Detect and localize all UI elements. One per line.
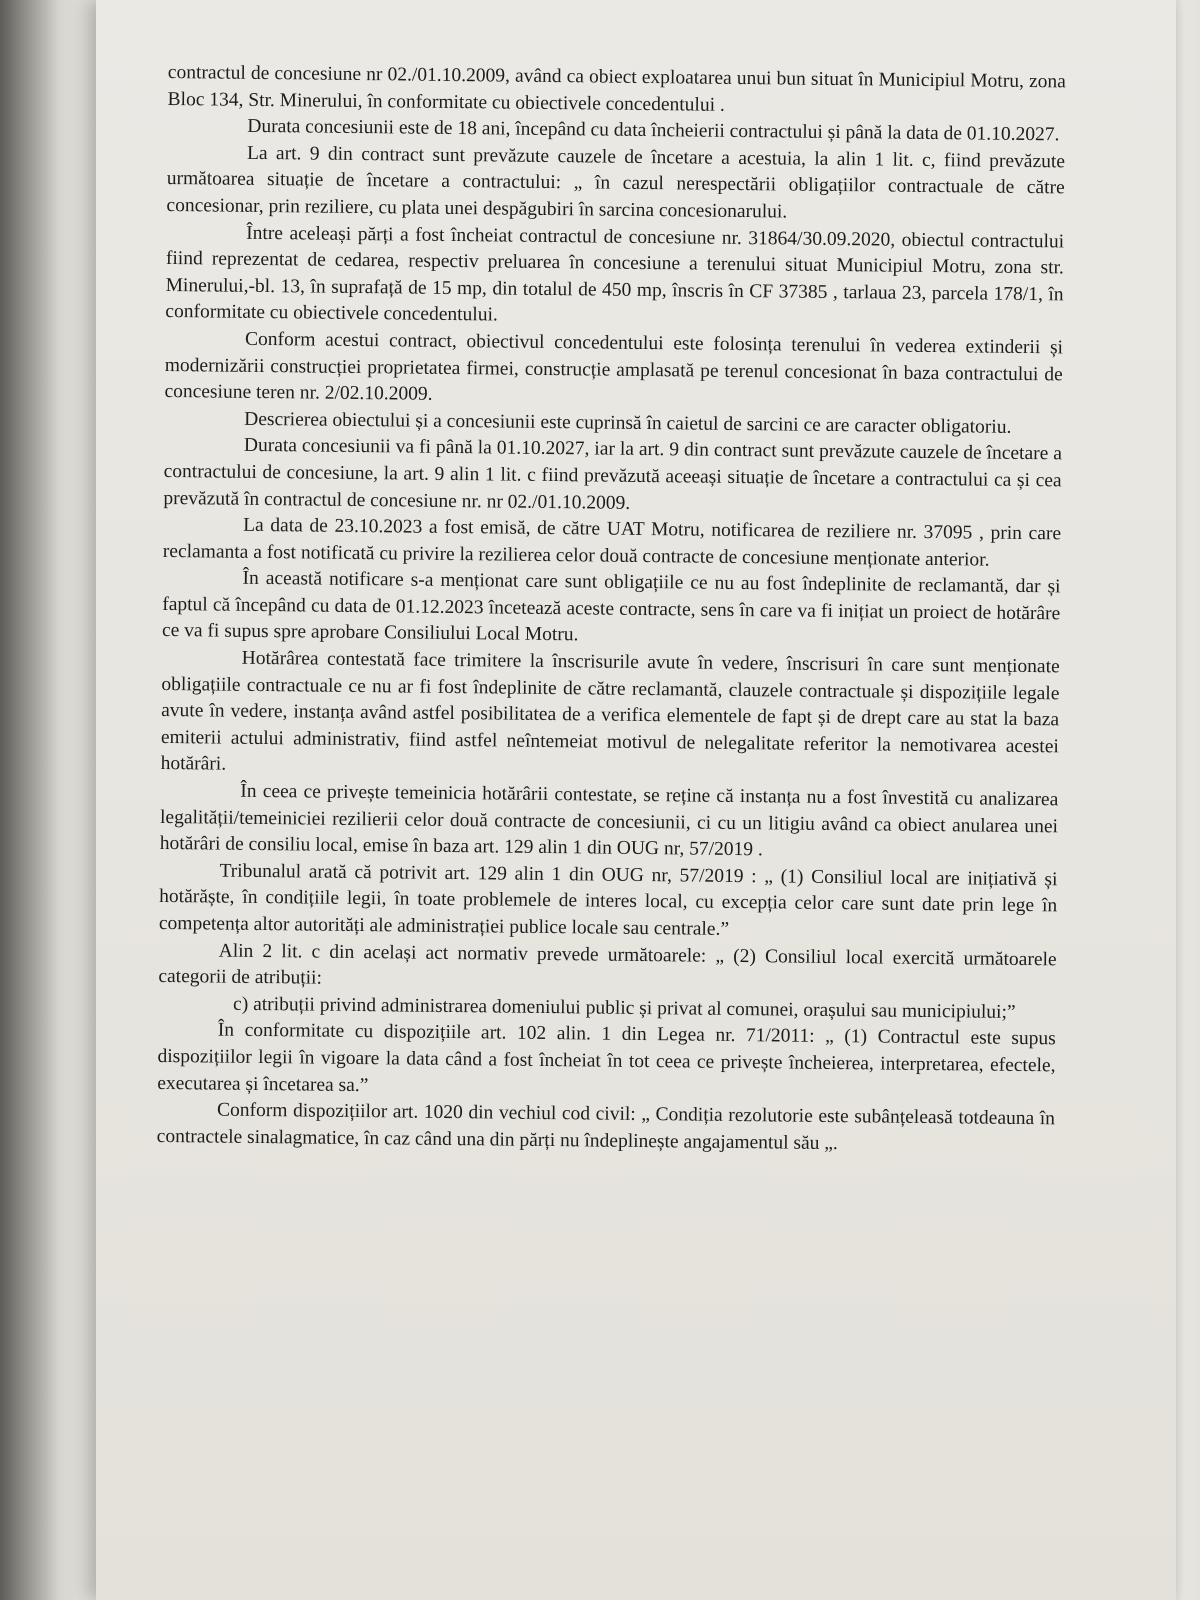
paragraph: Conform dispozițiilor art. 1020 din vechiul cod civil: „ Condiția rezolutorie este subânțeleasă totdeauna în contractele sinalagmatice, în caz când una din părți nu îndeplinește angajamentul său „. xyxy=(156,1099,1056,1154)
paragraph: Hotărârea contestată face trimitere la înscrisurile avute în vedere, înscrisuri în care sunt menționate obligațiile contractuale ce nu ar fi fost îndeplinite de către reclamantă, clauzele contractuale și dispozițiile legale avute în vedere, instanța având astfel posibilitatea de a verifica elementele de fapt și de drept care au stat la baza emiterii actului administrativ, fiind astfel neîntemeiat motivul de nelegalitate referitor la nemotivarea acestei hotărâri. xyxy=(160,647,1060,776)
paragraph: Descrierea obiectului și a concesiunii este cuprinsă în caietul de sarcini ce are caracter obligatoriu. xyxy=(244,408,1012,438)
paragraph: În ceea ce privește temeinicia hotărârii contestate, se reține că instanța nu a fost învestită cu analizarea legalității/temeiniciei rezilierii celor două contracte de concesiunii, ci cu un litigiu având ca obiect anularea unei hotărâri de consiliu local, emise în baza art. 129 alin 1 din OUG nr, 57/2019 . xyxy=(159,780,1059,861)
document-page xyxy=(96,0,1176,1600)
paragraph: Alin 2 lit. c din același act normativ prevede următoarele: „ (2) Consiliul local exercită următoarele categorii de atribuții: xyxy=(158,940,1057,989)
paragraph: Conform acestui contract, obiectivul concedentului este folosința terenului în vederea extinderii și modernizării construcției proprietatea firmei, construcție amplasată pe terenul concesionat în baza contractului de concesiune teren nr. 2/02.10.2009. xyxy=(164,328,1064,405)
paragraph: La art. 9 din contract sunt prevăzute cauzele de încetare a acestuia, la alin 1 lit. c, fiind prevăzute următoarea situație de încetare a contractului: „ în cazul nerespectării obligațiilor contractuale de către concesionar, prin reziliere, cu plata unei despăgubiri în sarcina concesionarului. xyxy=(166,142,1066,223)
paragraph: Între aceleași părți a fost încheiat contractul de concesiune nr. 31864/30.09.2020, obiectul contractului fiind reprezentat de cedarea, respectiv preluarea în concesiune a terenului situat Municipiul Motru, zona str. Minerului,-bl. 13, în suprafață de 15 mp, din totalul de 450 mp, înscris în CF 37385 , tarlaua 23, parcela 178/1, în conformitate cu obiectivele concedentului. xyxy=(165,222,1065,326)
document-body xyxy=(157,60,1066,1160)
paragraph: La data de 23.10.2023 a fost emisă, de către UAT Motru, notificarea de reziliere nr. 37095 , prin care reclamanta a fost notificată cu privire la rezilierea celor două contracte de concesiune menționate anterior. xyxy=(162,514,1062,571)
paragraph: În această notificare s-a menționat care sunt obligațiile ce nu au fost îndeplinite de reclamantă, dar și faptul că începând cu data de 01.12.2023 încetează aceste contracte, sens în care va fi inițiat un proiect de hotărâre ce va fi supus spre aprobare Consiliului Local Motru. xyxy=(161,568,1061,646)
paragraph: contractul de concesiune nr 02./01.10.2009, având ca obiect exploatarea unui bun situat în Municipiul Motru, zona Bloc 134, Str. Minerului, în conformitate cu obiectivele concedentului . xyxy=(167,61,1066,116)
paragraph: c) atribuții privind administrarea domeniului public și privat al comunei, orașului sau municipiului;” xyxy=(233,993,1016,1023)
paragraph: Tribunalul arată că potrivit art. 129 alin 1 din OUG nr, 57/2019 : „ (1) Consiliul local are inițiativă și hotărăște, în condițiile legii, în toate problemele de interes local, cu excepția celor care sunt date prin lege în competența altor autorități ale administrației publice locale sau centrale.” xyxy=(158,860,1058,940)
paragraph: Durata concesiunii este de 18 ani, începând cu data încheierii contractului și până la data de 01.10.2027. xyxy=(247,116,1060,146)
paragraph: În conformitate cu dispozițiile art. 102 alin. 1 din Legea nr. 71/2011: „ (1) Contractul este supus dispozițiilor legii în vigoare la data când a fost încheiat în tot ceea ce privește încheierea, interpretarea, efectele, executarea și încetarea sa.” xyxy=(157,1019,1056,1096)
paragraph: Durata concesiunii va fi până la 01.10.2027, iar la art. 9 din contract sunt prevăzute cauzele de încetare a contractului de concesiune, la art. 9 alin 1 lit. c fiind prevăzută aceeași situație de încetare a contractului ca și cea prevăzută în contractul de concesiune nr. nr 02./01.10.2009. xyxy=(163,435,1063,514)
